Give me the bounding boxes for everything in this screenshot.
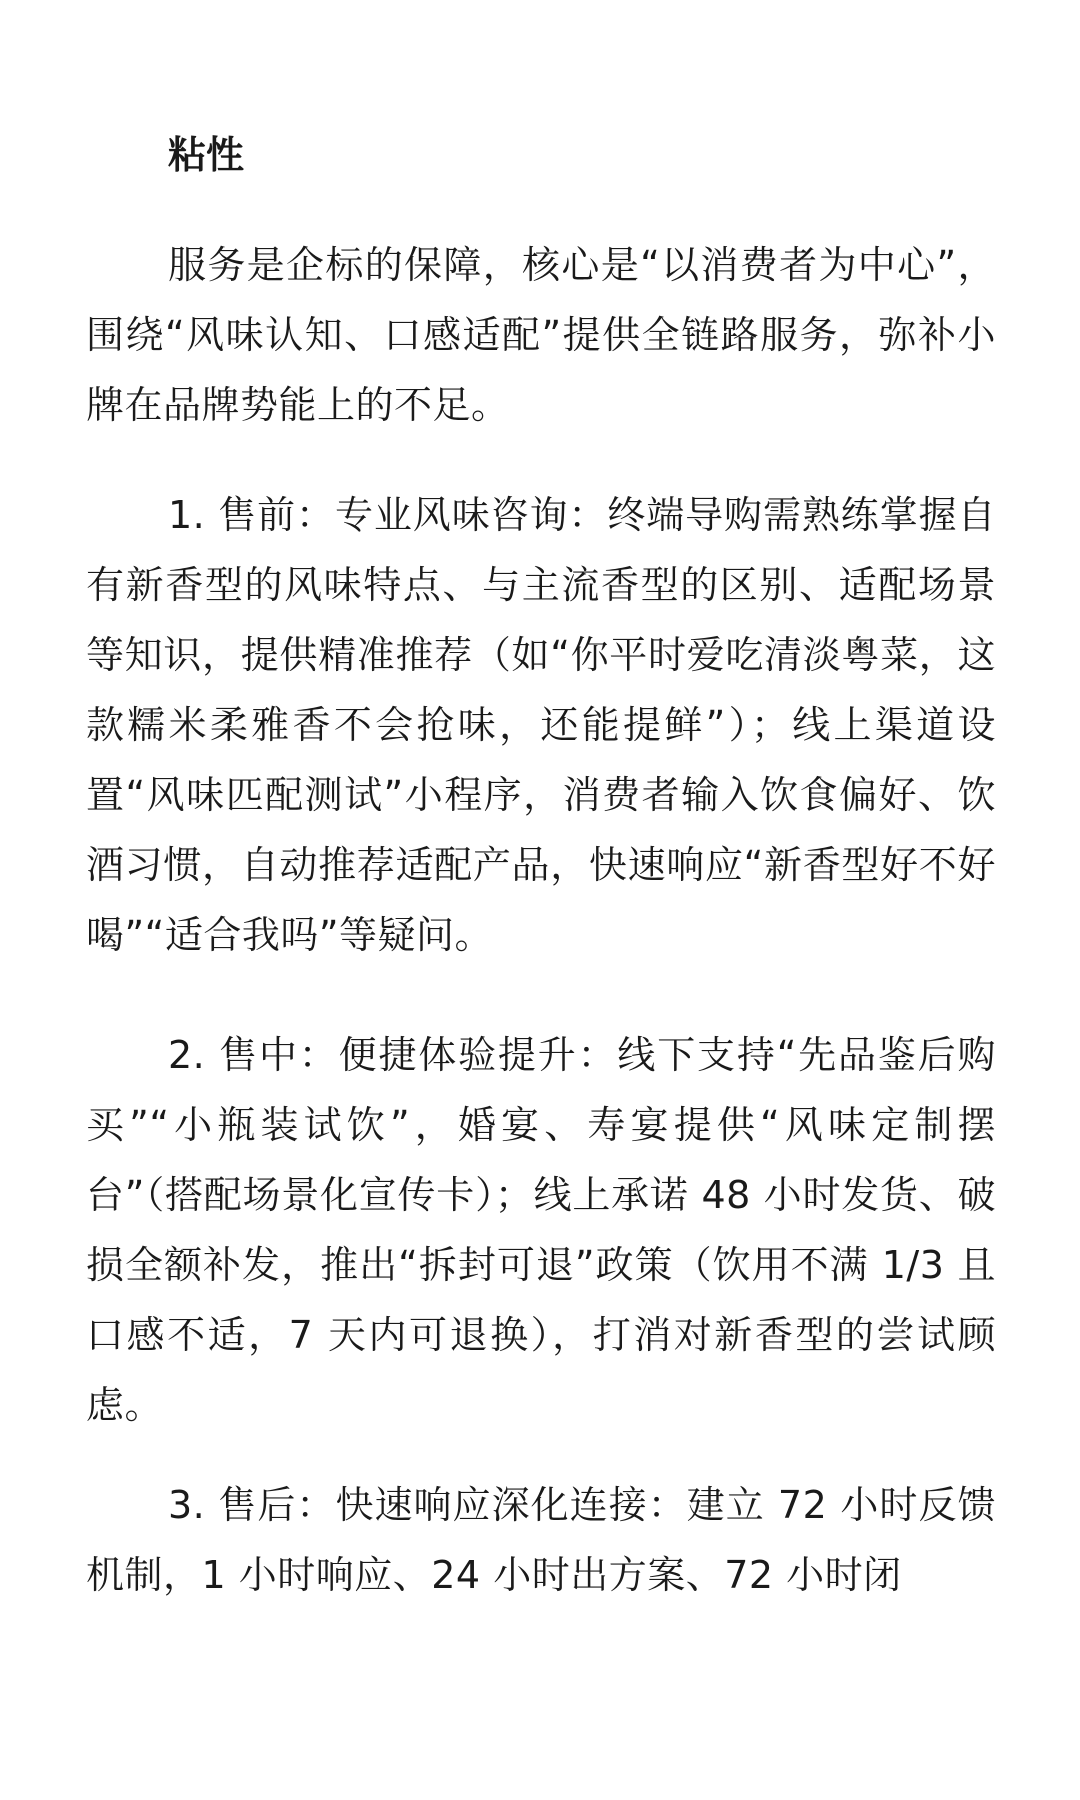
section-heading: 粘性 (168, 133, 245, 177)
paragraph-intro: 服务是企标的保障，核心是“以消费者为中心”，围绕“风味认知、口感适配”提供全链路服务，弥补小牌在品牌势能上的不足。 (86, 243, 996, 427)
paragraph-in-sale: 2. 售中：便捷体验提升：线下支持“先品鉴后购买”“小瓶装试饮”，婚宴、寿宴提供“风味定制摆台”（搭配场景化宣传卡）；线上承诺 48 小时发货、破损全额补发，推出“拆封可退”政策（饮用不满 1/3 且口感不适，7 天内可退换），打消对新香型的尝试顾虑。 (86, 1033, 996, 1427)
paragraph-pre-sale: 1. 售前：专业风味咨询：终端导购需熟练掌握自有新香型的风味特点、与主流香型的区别、适配场景等知识，提供精准推荐（如“你平时爱吃清淡粤菜，这款糯米柔雅香不会抢味，还能提鲜”）；线上渠道设置“风味匹配测试”小程序，消费者输入饮食偏好、饮酒习惯，自动推荐适配产品，快速响应“新香型好不好喝”“适合我吗”等疑问。 (86, 493, 996, 957)
paragraph-after-sale: 3. 售后：快速响应深化连接：建立 72 小时反馈机制，1 小时响应、24 小时出方案、72 小时闭 (86, 1483, 996, 1597)
